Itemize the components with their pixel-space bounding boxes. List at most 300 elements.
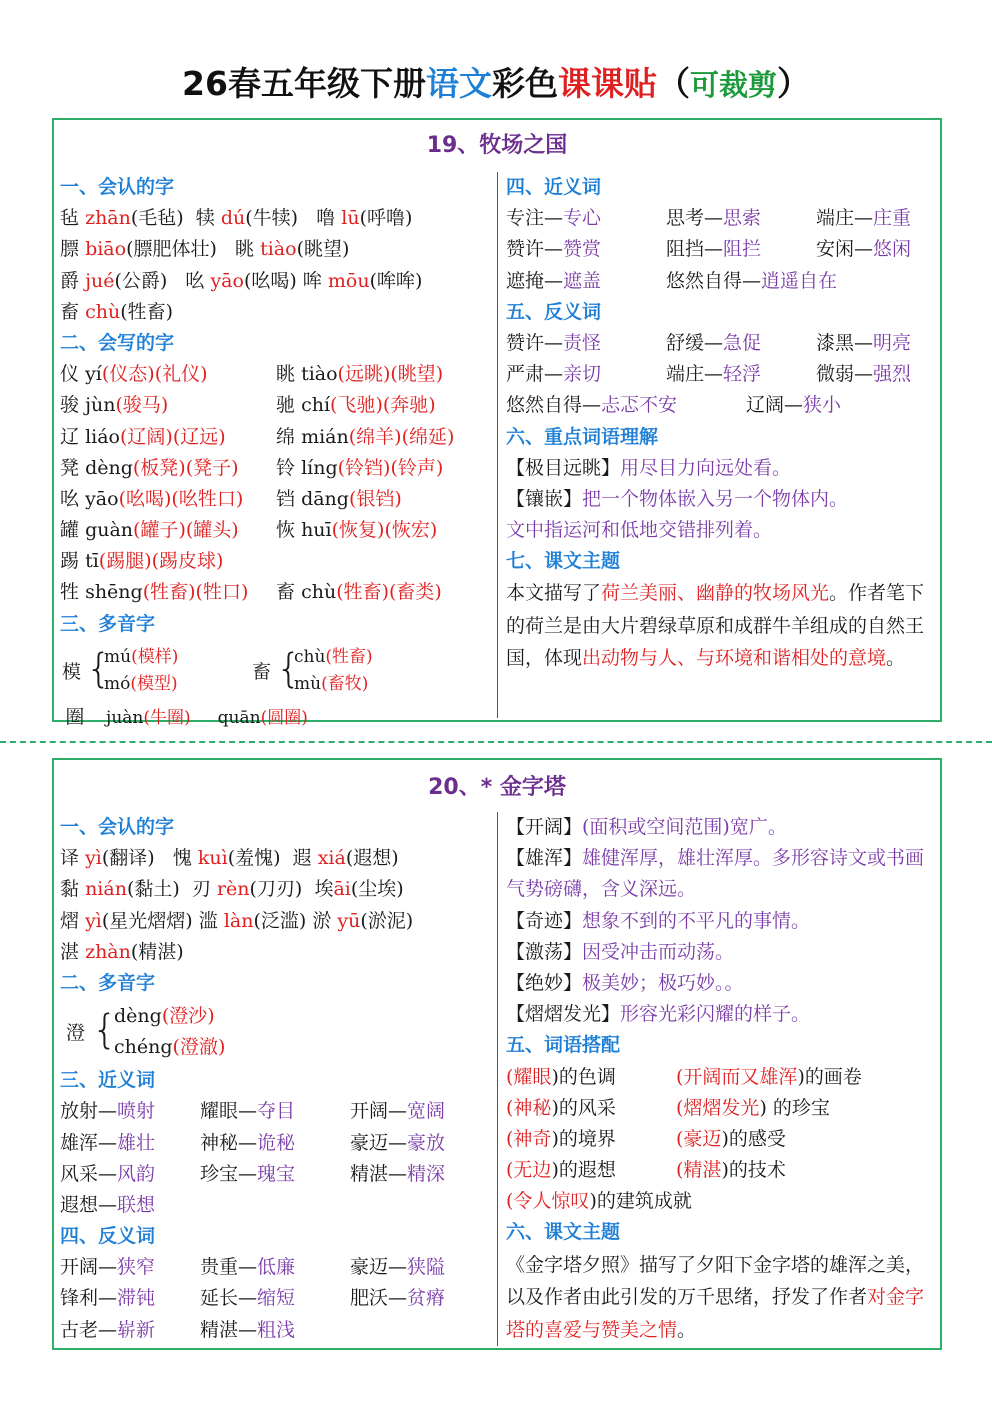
text: 。 <box>886 647 906 670</box>
char: 辽 <box>60 425 80 448</box>
word: (恢宏) <box>384 519 438 542</box>
text: 。作者笔下的荷兰是由大片碧绿草原和成群牛羊组成的自然王国，体现 <box>506 582 925 670</box>
word: (牛犊) <box>245 207 299 230</box>
pair-answer: 责怪 <box>563 331 602 354</box>
section-heading: 一、会认的字 <box>60 816 175 838</box>
char: 恢 <box>276 519 296 542</box>
char: 罐 <box>60 519 80 542</box>
pinyin: āi <box>333 878 351 901</box>
pair-answer: 逍遥自在 <box>761 269 838 292</box>
word: (模样) <box>131 646 179 667</box>
word: (牲口) <box>195 581 249 604</box>
word: (辽远) <box>172 425 226 448</box>
write-row <box>60 359 492 390</box>
word: (牲畜) <box>142 581 196 604</box>
write-row <box>60 577 492 608</box>
word: (吆牲口) <box>171 487 244 510</box>
char: 哞 <box>302 269 322 292</box>
char: 骏 <box>60 394 80 417</box>
word-pair <box>506 203 666 234</box>
section-heading: 二、会写的字 <box>60 331 175 354</box>
word: (踢腿) <box>98 550 152 573</box>
word: 遮掩— <box>506 269 564 292</box>
word-pair <box>200 1252 350 1283</box>
pair-answer: 专心 <box>563 207 602 230</box>
collocation <box>506 1093 676 1124</box>
polyphone-char: 模 <box>62 660 82 683</box>
pinyin: yì <box>85 847 102 870</box>
char: 眺 <box>276 363 296 386</box>
word: (牲畜) <box>120 300 174 323</box>
char: 凳 <box>60 456 80 479</box>
word: (刀刃) <box>249 878 303 901</box>
lesson-20-title: 20、* 金字塔 <box>428 775 566 800</box>
definition <box>506 937 938 968</box>
synonym-row <box>506 203 938 234</box>
pinyin: jué <box>85 269 115 292</box>
word-pair <box>350 1252 490 1283</box>
pinyin: zhān <box>85 207 131 230</box>
word: (牛圈) <box>143 707 191 728</box>
char-row <box>60 266 492 297</box>
title-note: 可裁剪 <box>689 68 777 102</box>
write-item <box>276 484 402 515</box>
page-title <box>0 62 992 107</box>
pair-answer: 豪放 <box>407 1131 446 1154</box>
pinyin: yū <box>337 909 361 932</box>
write-item <box>276 359 443 390</box>
write-item <box>276 515 437 546</box>
antonym-row <box>506 359 938 390</box>
write-item <box>276 453 443 484</box>
pair-answer: 亲切 <box>563 363 602 386</box>
antonym-row <box>506 390 938 421</box>
section-heading: 四、反义词 <box>60 1225 156 1248</box>
write-row <box>60 546 492 577</box>
word: 古老— <box>60 1318 118 1341</box>
theme-paragraph <box>506 1249 938 1347</box>
pair-answer: 雄壮 <box>117 1131 156 1154</box>
char: 愧 <box>172 847 192 870</box>
lesson-20-card <box>52 758 942 1350</box>
term: 【极目远眺】 <box>506 456 621 479</box>
title-paren: ） <box>776 64 810 103</box>
pinyin: yí <box>85 363 102 386</box>
pair-answer: 阻拦 <box>723 238 762 261</box>
pinyin: mōu <box>327 269 370 292</box>
word: (仪态) <box>101 363 155 386</box>
phrase: )的风采 <box>551 1096 616 1119</box>
word: 端庄— <box>666 363 724 386</box>
paren: ( <box>506 1190 514 1213</box>
pinyin: zhàn <box>85 940 131 963</box>
pinyin: mù <box>294 673 322 694</box>
word: 遐想— <box>60 1193 118 1216</box>
collocation <box>676 1124 786 1155</box>
word-pair <box>200 1315 350 1346</box>
pinyin: biāo <box>85 238 127 261</box>
word-pair <box>60 1096 200 1127</box>
char-row <box>60 297 492 328</box>
section-heading: 一、会认的字 <box>60 176 175 198</box>
answer: 豪迈 <box>683 1127 722 1150</box>
pinyin: nián <box>85 878 127 901</box>
word: (吆喝) <box>243 269 297 292</box>
word: (远眺) <box>337 363 391 386</box>
char: 绵 <box>276 425 296 448</box>
pinyin: yì <box>85 909 102 932</box>
pair-answer: 崭新 <box>117 1318 156 1341</box>
char: 黏 <box>60 878 80 901</box>
word: (牲畜) <box>325 646 373 667</box>
definition <box>506 999 938 1030</box>
word-pair <box>350 1159 490 1190</box>
pinyin: yāo <box>85 487 119 510</box>
pair-answer: 强烈 <box>873 363 912 386</box>
paren: ( <box>506 1065 514 1088</box>
antonym-row <box>60 1252 492 1283</box>
pair-answer: 喷射 <box>117 1100 156 1123</box>
word: (澄沙) <box>161 1005 215 1028</box>
collocation <box>506 1124 676 1155</box>
answer: 精湛 <box>683 1159 722 1182</box>
section-heading: 六、重点词语理解 <box>506 425 659 448</box>
lesson-19-right-column <box>506 172 938 675</box>
word-pair <box>350 1283 490 1314</box>
pinyin: liáo <box>85 425 120 448</box>
char: 牲 <box>60 581 80 604</box>
polyphone-char: 澄 <box>66 1022 86 1045</box>
word: 精湛— <box>350 1162 408 1185</box>
section-heading: 七、课文主题 <box>506 550 621 573</box>
pair-answer: 缩短 <box>257 1287 296 1310</box>
section-heading: 六、课文主题 <box>506 1221 621 1244</box>
pinyin: yāo <box>210 269 244 292</box>
meaning: 雄健浑厚，雄壮浑厚。多形容诗文或书画气势磅礴，含义深远。 <box>506 847 925 901</box>
pinyin: tī <box>85 550 99 573</box>
write-row <box>60 422 492 453</box>
write-item <box>60 422 276 453</box>
write-row <box>60 390 492 421</box>
word: 开阔— <box>350 1100 408 1123</box>
collocation-row <box>506 1155 938 1186</box>
word: (尘埃) <box>350 878 404 901</box>
word-pair <box>200 1096 350 1127</box>
definition <box>506 484 938 515</box>
title-part: 彩色 <box>491 64 558 103</box>
word-pair <box>506 390 746 421</box>
phrase: )的建筑成就 <box>589 1190 692 1213</box>
char: 刃 <box>191 878 211 901</box>
pinyin: dèng <box>114 1005 162 1028</box>
term: 【熠熠发光】 <box>506 1003 621 1026</box>
polyphone-char: 圈 <box>65 705 85 728</box>
write-item <box>60 453 276 484</box>
pair-answer: 遮盖 <box>563 269 602 292</box>
phrase: )的感受 <box>721 1127 786 1150</box>
word: 肥沃— <box>350 1287 408 1310</box>
char: 铛 <box>276 487 296 510</box>
word-pair <box>506 328 666 359</box>
paren: ( <box>506 1159 514 1182</box>
char: 仪 <box>60 363 80 386</box>
char: 埃 <box>314 878 334 901</box>
polyphone-group: 模 { mú(模样) mó(模型) 畜 { chù(牲畜) mù(畜牧) <box>62 645 373 694</box>
word: 贵重— <box>200 1256 258 1279</box>
pair-answer: 低廉 <box>257 1256 296 1279</box>
word: (圆圈) <box>260 707 308 728</box>
term: 【雄浑】 <box>506 847 583 870</box>
word: 赞许— <box>506 238 564 261</box>
write-item <box>60 546 480 577</box>
word-pair <box>816 203 966 234</box>
word: (飞驰) <box>330 394 383 417</box>
collocation <box>506 1186 692 1217</box>
meaning: 形容光彩闪耀的样子。 <box>620 1003 811 1026</box>
lesson-19-title: 19、牧场之国 <box>426 133 568 158</box>
answer: 开阔而又雄浑 <box>683 1065 798 1088</box>
word: 精湛— <box>200 1318 258 1341</box>
pinyin: líng <box>301 456 338 479</box>
pinyin: juàn <box>106 707 144 728</box>
lesson-19-left-column <box>60 172 492 733</box>
pair-answer: 宽阔 <box>407 1100 446 1123</box>
char: 吆 <box>60 487 80 510</box>
char: 膘 <box>60 238 80 261</box>
phrase: )的画卷 <box>797 1065 862 1088</box>
antonym-row <box>60 1315 492 1346</box>
word: (礼仪) <box>154 363 208 386</box>
word: (泛滥) <box>253 909 307 932</box>
paren: ( <box>676 1065 684 1088</box>
title-subject: 语文 <box>425 64 492 103</box>
text: 《金字塔夕照》描写了夕阳下金字塔的雄浑之美，以及作者由此引发的万千思绪，抒发了作者 <box>506 1253 925 1309</box>
pinyin: chù <box>85 300 121 323</box>
word: 漆黑— <box>816 331 874 354</box>
pinyin: dāng <box>301 487 349 510</box>
pair-answer: 狭窄 <box>117 1256 156 1279</box>
word: (眺望) <box>296 238 350 261</box>
char: 毡 <box>60 207 80 230</box>
word: 阻挡— <box>666 238 724 261</box>
pinyin: chí <box>301 394 331 417</box>
antonym-row <box>506 328 938 359</box>
word: (畜类) <box>389 581 442 604</box>
collocation <box>506 1062 676 1093</box>
answer: 神秘 <box>513 1096 552 1119</box>
word: (铃铛) <box>337 456 391 479</box>
word-pair <box>666 234 816 265</box>
word: 端庄— <box>816 207 874 230</box>
section-heading: 二、多音字 <box>60 971 156 994</box>
paren: ( <box>506 1127 514 1150</box>
write-item <box>60 359 276 390</box>
char: 爵 <box>60 269 80 292</box>
pair-answer: 夺目 <box>257 1100 296 1123</box>
char: 畜 <box>60 300 80 323</box>
word: 辽阔— <box>746 394 804 417</box>
word: 神秘— <box>200 1131 258 1154</box>
write-row <box>60 484 492 515</box>
definition <box>506 906 938 937</box>
highlight: 荷兰美丽、幽静的牧场风光 <box>601 582 830 605</box>
definition <box>506 968 938 999</box>
word-pair <box>816 234 966 265</box>
char: 畜 <box>276 581 296 604</box>
word-pair <box>506 359 666 390</box>
word-pair <box>60 1315 200 1346</box>
word-pair <box>506 234 666 265</box>
char: 译 <box>60 847 80 870</box>
word: (板凳) <box>132 456 186 479</box>
char: 遐 <box>292 847 312 870</box>
answer: 神奇 <box>513 1127 552 1150</box>
theme-paragraph <box>506 577 938 675</box>
word: (吆喝) <box>118 487 172 510</box>
lesson-20-right-column <box>506 812 938 1346</box>
collocation <box>676 1062 862 1093</box>
phrase: )的遐想 <box>551 1159 616 1182</box>
word: (羞愧) <box>227 847 281 870</box>
pair-answer: 忐忑不安 <box>601 394 678 417</box>
write-item <box>60 484 276 515</box>
write-item <box>60 577 276 608</box>
write-item <box>60 515 276 546</box>
term: 【绝妙】 <box>506 971 583 994</box>
section-heading: 三、多音字 <box>60 612 156 635</box>
word: (绵羊) <box>348 425 402 448</box>
word: (罐子) <box>133 519 186 542</box>
write-char-list <box>60 359 492 609</box>
section-heading: 五、反义词 <box>506 300 602 323</box>
section-heading: 三、近义词 <box>60 1069 156 1092</box>
answer: 无边 <box>513 1159 552 1182</box>
meaning: 想象不到的不平凡的事情。 <box>582 909 811 932</box>
pinyin: kuì <box>197 847 228 870</box>
word: (银铛) <box>348 487 402 510</box>
char: 眺 <box>235 238 255 261</box>
collocation-row <box>506 1124 938 1155</box>
column-divider <box>497 812 498 1346</box>
polyphone-char: 畜 <box>252 660 272 683</box>
pair-answer: 诡秘 <box>257 1131 296 1154</box>
pinyin: dú <box>220 207 246 230</box>
meaning: (面积或空间范围)宽广。 <box>582 816 787 838</box>
definition <box>506 453 938 484</box>
section-heading: 四、近义词 <box>506 176 602 198</box>
phrase: ) 的珍宝 <box>759 1096 830 1119</box>
char: 淤 <box>312 909 332 932</box>
pair-answer: 轻浮 <box>723 363 762 386</box>
word: (奔驰) <box>382 394 436 417</box>
pair-answer: 贫瘠 <box>407 1287 446 1310</box>
meaning: 用尽目力向远处看。 <box>620 456 792 479</box>
write-item <box>276 390 436 421</box>
pair-answer: 狭小 <box>803 394 842 417</box>
word: (遐想) <box>345 847 399 870</box>
word: 专注— <box>506 207 564 230</box>
answer: 耀眼 <box>513 1065 552 1088</box>
pinyin: mián <box>301 425 349 448</box>
word: (黏土) <box>126 878 180 901</box>
pinyin: xiá <box>317 847 346 870</box>
highlight: 出动物与人、与环境和谐相处的意境 <box>582 647 887 670</box>
word: (踢皮球) <box>151 550 224 573</box>
collocation <box>506 1155 676 1186</box>
title-paren: （ <box>656 64 690 103</box>
char: 熠 <box>60 909 80 932</box>
paren: ( <box>676 1096 684 1119</box>
word: (凳子) <box>185 456 239 479</box>
word-pair <box>666 266 966 297</box>
pinyin: chù <box>301 581 337 604</box>
collocation-row <box>506 1093 938 1124</box>
pair-answer: 悠闲 <box>873 238 912 261</box>
section-heading: 五、词语搭配 <box>506 1034 621 1057</box>
synonym-row <box>60 1128 492 1159</box>
word-pair <box>60 1252 200 1283</box>
text: 本文描写了 <box>506 582 602 605</box>
pair-answer: 急促 <box>723 331 762 354</box>
answer: 令人惊叹 <box>513 1190 590 1213</box>
paren: ( <box>506 1096 514 1119</box>
word: 思考— <box>666 207 724 230</box>
word: (澄澈) <box>172 1036 226 1059</box>
synonym-row <box>506 266 938 297</box>
char-row <box>60 234 492 265</box>
write-item <box>276 422 454 453</box>
phrase: )的技术 <box>721 1159 786 1182</box>
pair-answer: 赞赏 <box>563 238 602 261</box>
phrase: )的色调 <box>551 1065 616 1088</box>
write-row <box>60 453 492 484</box>
word: (翻译) <box>101 847 155 870</box>
polyphone-group <box>60 702 492 733</box>
pinyin: tiào <box>301 363 338 386</box>
word: 锋利— <box>60 1287 118 1310</box>
word-pair <box>60 1128 200 1159</box>
synonym-row <box>60 1096 492 1127</box>
word-pair <box>666 359 816 390</box>
word: (辽阔) <box>119 425 173 448</box>
word: (呼噜) <box>359 207 413 230</box>
pair-answer: 庄重 <box>873 207 912 230</box>
word: 悠然自得— <box>506 394 602 417</box>
paren: ( <box>676 1127 684 1150</box>
word: 赞许— <box>506 331 564 354</box>
pinyin: dèng <box>85 456 133 479</box>
char: 噜 <box>316 207 336 230</box>
pinyin: huī <box>301 519 332 542</box>
char: 驰 <box>276 394 296 417</box>
pinyin: chéng <box>114 1036 173 1059</box>
word: (淤泥) <box>360 909 414 932</box>
char-row <box>60 843 492 874</box>
word: 安闲— <box>816 238 874 261</box>
char: 湛 <box>60 940 80 963</box>
pair-answer: 思索 <box>723 207 762 230</box>
word: 开阔— <box>60 1256 118 1279</box>
title-part: 26春五年级下册 <box>182 64 426 103</box>
pinyin: mó <box>104 673 131 694</box>
write-item <box>60 390 276 421</box>
word: (罐头) <box>185 519 239 542</box>
write-item <box>276 577 442 608</box>
pair-answer: 狭隘 <box>407 1256 446 1279</box>
word: (膘肥体壮) <box>126 238 217 261</box>
word-pair <box>60 1283 200 1314</box>
char: 铃 <box>276 456 296 479</box>
